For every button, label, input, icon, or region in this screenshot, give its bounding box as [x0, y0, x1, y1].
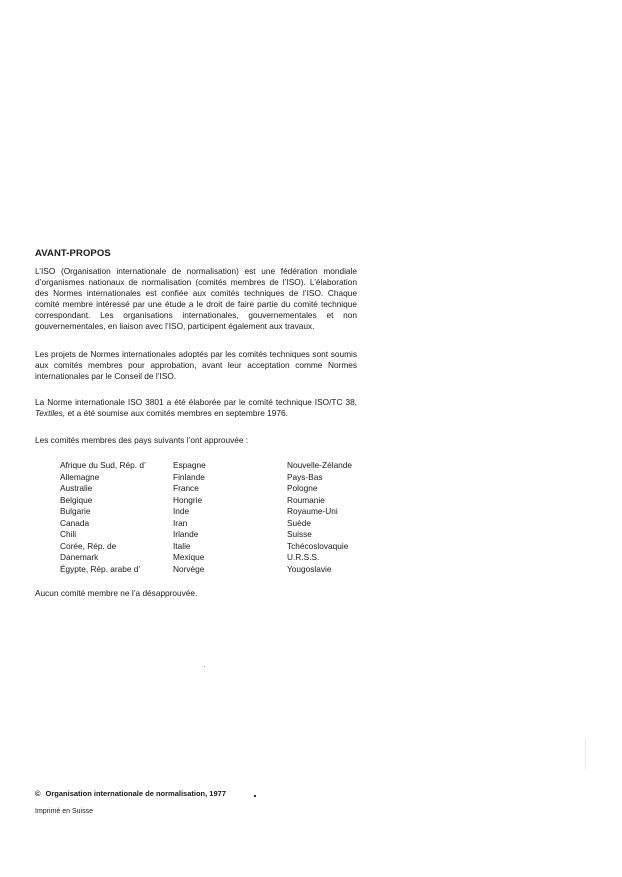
standard-text-prefix: La Norme internationale ISO 3801 a été élaborée par le comité technique ISO/TC 38, [35, 397, 357, 407]
country-item: Pologne [287, 483, 318, 493]
country-item: Allemagne [60, 471, 100, 482]
approved-intro: Les comités membres des pays suivants l’ont approuvée : [35, 435, 249, 445]
country-item: Norvège [173, 563, 205, 574]
country-item: Australie [60, 483, 93, 493]
country-item: Suisse [287, 529, 312, 539]
country-item: Égypte, Rép. arabe d’ [60, 563, 141, 574]
scan-speck [204, 666, 205, 667]
country-item: Bulgarie [60, 506, 91, 516]
country-item: Inde [173, 506, 190, 516]
scan-edge-mark [585, 740, 586, 770]
country-item: Nouvelle-Zélande [287, 460, 353, 470]
drafts-paragraph: Les projets de Normes internationales adoptés par les comités techniques sont soumis aux comités membres pour approbation, avant leur acceptation comme Normes internationales par le Conseil de l’ISO. [35, 349, 357, 381]
country-item: Suède [287, 517, 311, 528]
standard-paragraph [35, 397, 357, 419]
country-item: Belgique [60, 494, 93, 505]
country-item: Afrique du Sud, Rép. d’ [60, 460, 146, 470]
intro-paragraph: L’ISO (Organisation internationale de normalisation) est une fédération mondiale d’organismes nationaux de normalisation (comités membres de l’ISO). L’élaboration des Normes internationales est confiée aux comités techniques de l’ISO. Chaque comité membre intéressé par une étude a le droit de faire partie du comité technique correspondant. Les organisations internationales, gouvernementales et non gouvernementales, en liaison avec l’ISO, participent également aux travaux. [35, 266, 357, 331]
standard-committee-italic: Textiles, [35, 407, 66, 418]
country-item: Pays-Bas [287, 471, 323, 482]
country-item: Irlande [173, 529, 199, 539]
section-heading: AVANT-PROPOS [35, 248, 111, 259]
copyright-symbol: © [35, 789, 41, 798]
country-item: Iran [173, 517, 188, 528]
country-item: France [173, 483, 199, 493]
country-item: Yougoslavie [287, 563, 332, 574]
country-column-2 [173, 460, 206, 575]
country-item: Tchécoslovaquie [287, 540, 349, 551]
country-column-3 [287, 460, 352, 575]
country-item: Canada [60, 517, 90, 528]
country-item: Chili [60, 529, 77, 539]
country-item: Italie [173, 540, 191, 551]
country-column-1 [60, 460, 146, 575]
copyright-line [35, 789, 226, 798]
country-item: Espagne [173, 460, 206, 470]
scan-dot [254, 795, 256, 797]
country-item: Hongrie [173, 494, 203, 505]
country-item: Royaume-Uni [287, 506, 338, 516]
no-disapproval-note: Aucun comité membre ne l’a désapprouvée. [35, 588, 198, 598]
country-item: U.R.S.S. [287, 552, 320, 562]
country-item: Roumanie [287, 494, 325, 505]
country-item: Mexique [173, 552, 205, 562]
country-item: Danemark [60, 552, 99, 562]
country-item: Finlande [173, 471, 205, 482]
printed-in-note: Imprimé en Suisse [35, 808, 93, 815]
copyright-text: Organisation internationale de normalisation, 1977 [45, 789, 226, 798]
standard-text-suffix: et a été soumise aux comités membres en septembre 1976. [65, 407, 288, 418]
country-item: Corée, Rép. de [60, 540, 117, 551]
